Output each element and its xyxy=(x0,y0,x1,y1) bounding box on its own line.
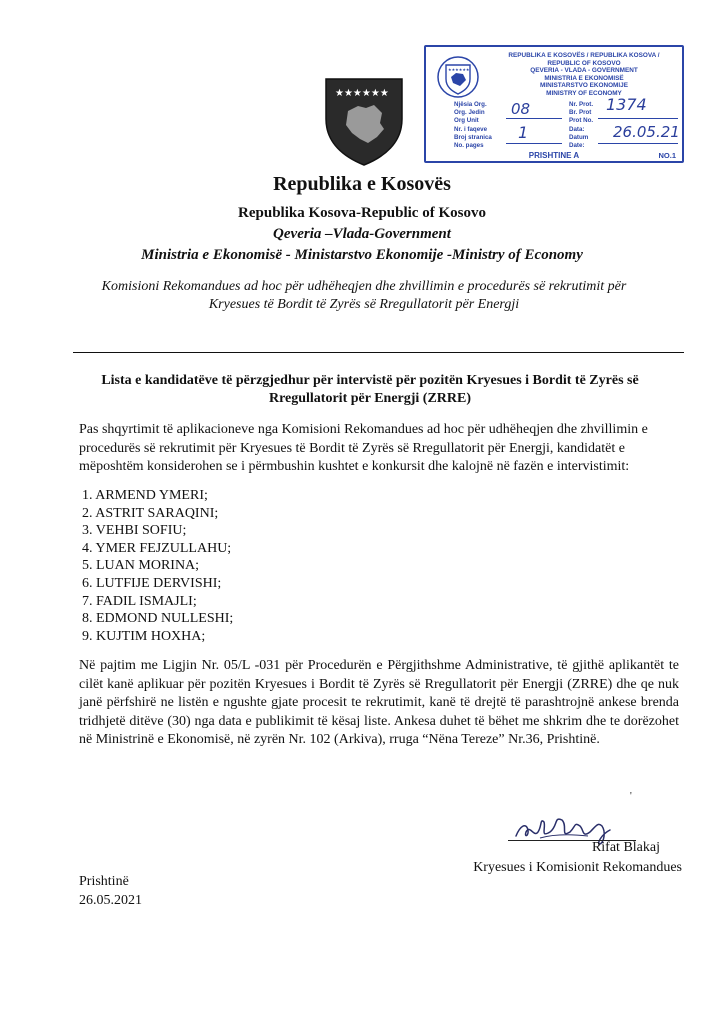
stamp-header xyxy=(488,52,680,98)
candidate-item: 1. ARMEND YMERI; xyxy=(82,488,208,503)
stamp-labels-left xyxy=(454,101,492,150)
stamp-label: Njësia Org. xyxy=(454,101,487,108)
stamp-header-line: REPUBLIC OF KOSOVO xyxy=(547,59,621,67)
stamp-label: Org Unit xyxy=(454,117,479,125)
stamp-label: Br. Prot xyxy=(569,109,592,117)
stamp-header-line: MINISTRY OF ECONOMY xyxy=(546,89,622,97)
stamp-label: Data: xyxy=(569,125,585,133)
place: Prishtinë xyxy=(79,874,129,889)
stamp-header-line: QEVERIA - VLADA - GOVERNMENT xyxy=(530,67,638,75)
candidate-item: 6. LUTFIJE DERVISHI; xyxy=(82,575,222,591)
ministry-line: Ministria e Ekonomisë - Ministarstvo Ekonomije -Ministry of Economy xyxy=(141,247,583,263)
candidate-list xyxy=(82,487,233,645)
stamp-page-count: 1 xyxy=(518,123,529,142)
stamp-label: No. pages xyxy=(454,142,484,150)
candidate-item: 3. VEHBI SOFIU; xyxy=(82,523,187,539)
list-title-line: Lista e kandidatëve të përzgjedhur për intervistë për pozitën Kryesues i Bordit të Zyrës së xyxy=(101,373,639,388)
stamp-city-suffix: A xyxy=(573,151,580,160)
stamp-label: Nr. Prot. xyxy=(569,101,594,108)
list-title-line: Rregullatorit për Energji (ZRRE) xyxy=(268,391,472,406)
registry-stamp xyxy=(424,45,684,163)
stamp-label: Datum xyxy=(569,133,589,141)
stamp-header-line: MINISTRIA E EKONOMISË xyxy=(544,74,624,82)
intro-paragraph: Pas shqyrtimit të aplikacioneve nga Komisioni Rekomandues ad hoc për udhëheqjen dhe zhvillimin e procedurës së rekrutimit për Kryesues të Bordit të Zyrës së Rregullatorit për Energji, kandidatët e mëposhtëm konsiderohen se i përmbushin kushtet e konkursit dhe kalojnë në fazën e intervistimit: xyxy=(79,422,648,474)
kosovo-coat-of-arms-icon xyxy=(324,77,404,167)
candidate-item: 4. YMER FEJZULLAHU; xyxy=(82,540,232,556)
stamp-protocol-number: 1374 xyxy=(606,95,647,114)
stamp-org-unit: 08 xyxy=(511,100,531,118)
svg-text:★★★★★★: ★★★★★★ xyxy=(335,88,389,99)
stamp-labels-right xyxy=(569,101,593,150)
legal-paragraph: Në pajtim me Ligjin Nr. 05/L -031 për Procedurën e Përgjithshme Administrative, të gjithë aplikantët te cilët kanë aplikuar për pozitën Kryesues i Bordit të Zyrës së Rregullatorit për Energji (ZRRE) dhe qe nuk janë përfshirë ne listën e ngushte gjate procesit te rekrutimit, kanë të drejtë të parashtrojnë ankese brenda tridhjetë ditëve (30) nga data e publikimit të kësaj liste. Ankesa duhet të bëhet me shkrim dhe te dorëzohet në Ministrinë e Ekonomisë, në zyrën Nr. 102 (Arkiva), rruga “Nëna Tereze” Nr.36, Prishtinë. xyxy=(79,658,679,747)
stamp-label: Date: xyxy=(569,142,585,150)
stamp-label: Org. Jedin xyxy=(454,109,485,117)
candidate-item: 2. ASTRIT SARAQINI; xyxy=(82,505,219,521)
stamp-label: Prot No. xyxy=(569,117,594,125)
page-subtitle: Republika Kosova-Republic of Kosovo xyxy=(238,205,486,221)
candidate-item: 8. EDMOND NULLESHI; xyxy=(82,611,234,627)
document-date: 26.05.2021 xyxy=(79,893,142,908)
stamp-seal-icon xyxy=(436,55,480,99)
divider xyxy=(73,352,684,353)
signer-role: Kryesues i Komisionit Rekomandues xyxy=(473,860,682,875)
signer-name: Rifat Blakaj xyxy=(591,840,660,855)
stamp-header-line: REPUBLIKA E KOSOVËS / REPUBLIKA KOSOVA / xyxy=(508,52,660,59)
stamp-header-line: MINISTARSTVO EKONOMIJE xyxy=(540,82,628,90)
stamp-city xyxy=(426,151,682,160)
stamp-label: Nr. i faqeve xyxy=(454,125,488,133)
page-title: Republika e Kosovës xyxy=(273,173,451,195)
commission-heading-line: Kryesues të Bordit të Zyrës së Rregullatorit për Energji xyxy=(208,297,520,312)
commission-heading xyxy=(84,278,644,314)
stray-mark: ' xyxy=(630,791,632,802)
candidate-item: 7. FADIL ISMAJLI; xyxy=(82,593,197,609)
commission-heading-line: Komisioni Rekomandues ad hoc për udhëheqjen dhe zhvillimin e procedurës së rekrutimit për xyxy=(101,279,627,294)
stamp-label: Broj stranica xyxy=(454,133,492,141)
government-line: Qeveria –Vlada-Government xyxy=(273,226,451,242)
stamp-city-name: PRISHTINE xyxy=(528,151,572,160)
stamp-date: 26.05.21 xyxy=(613,123,680,141)
list-title xyxy=(90,372,650,408)
candidate-item: 9. KUJTIM HOXHA; xyxy=(82,628,206,644)
stamp-number: NO.1 xyxy=(658,151,676,160)
candidate-item: 5. LUAN MORINA; xyxy=(82,558,200,574)
svg-text:★★★★★★: ★★★★★★ xyxy=(448,67,470,72)
